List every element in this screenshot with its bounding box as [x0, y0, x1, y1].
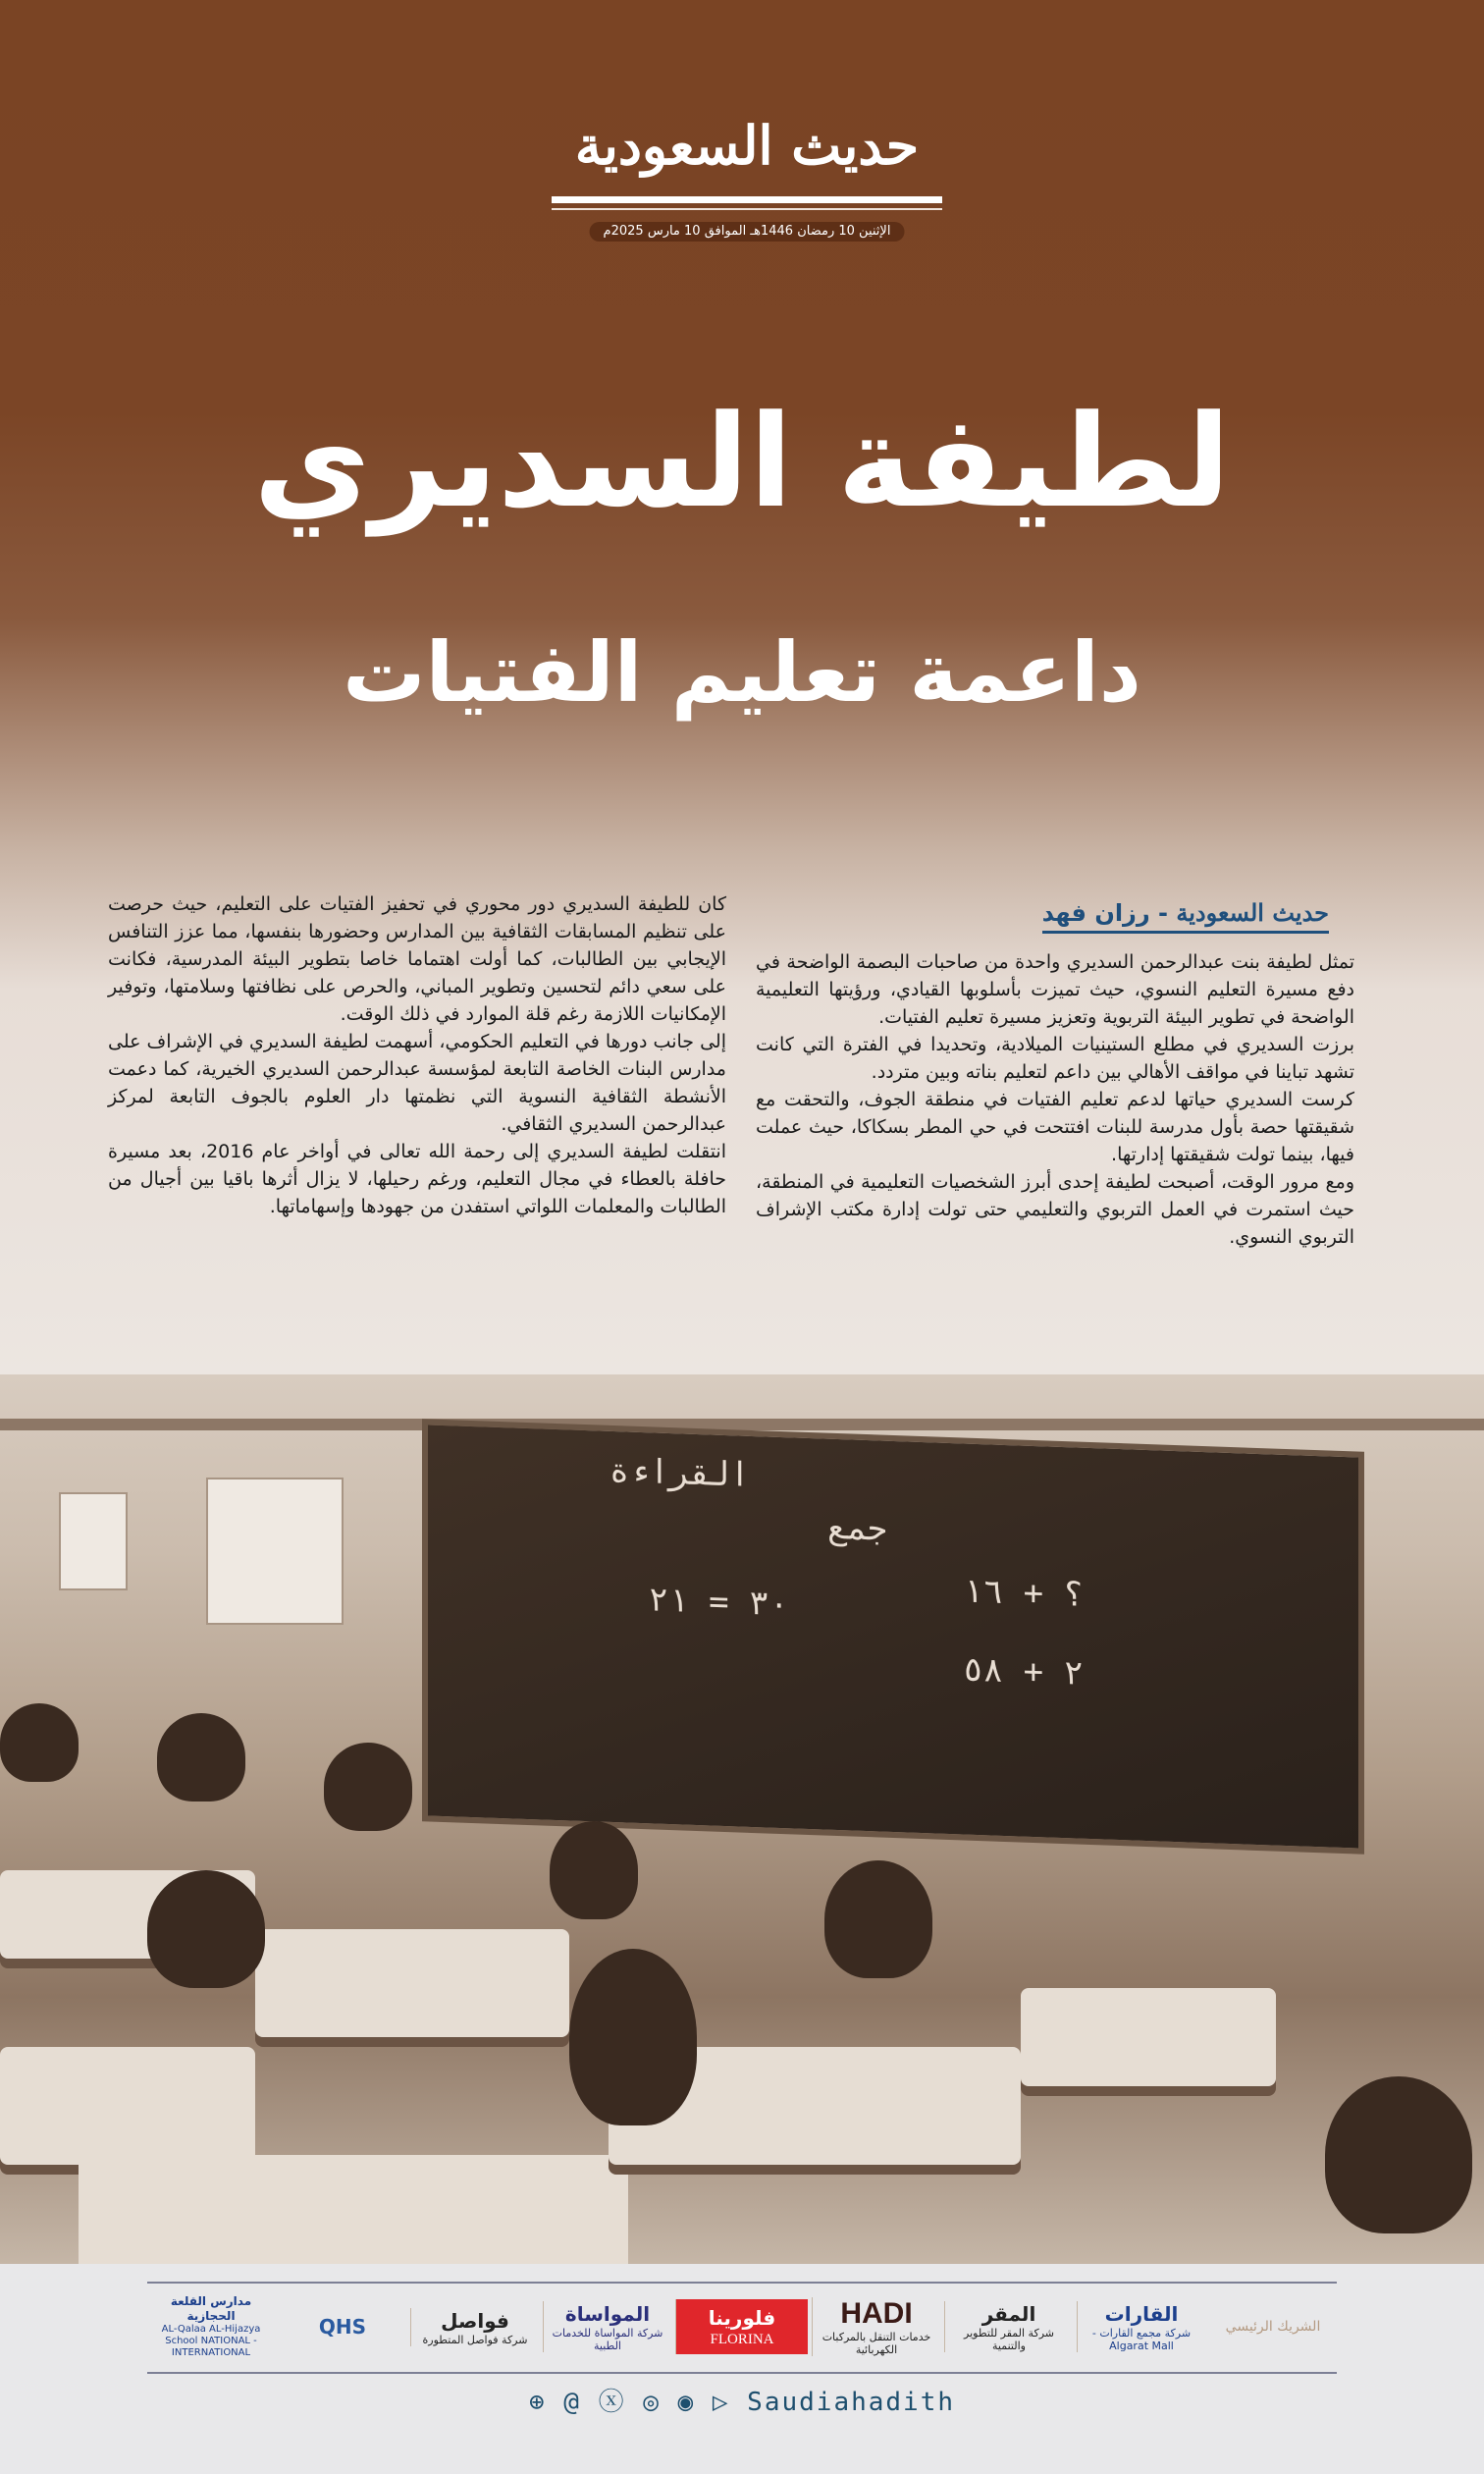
wall-poster	[206, 1478, 344, 1625]
article-column-left	[108, 890, 726, 1220]
sponsor-logo: مدارس القلعة الحجازية AL-Qalaa AL-Hijazya School NATIONAL - INTERNATIONAL	[161, 2294, 261, 2358]
chalk-text: ؟ + ١٦	[963, 1571, 1084, 1615]
wall-poster	[59, 1492, 128, 1590]
student	[0, 1703, 79, 1782]
student	[1325, 2076, 1472, 2233]
sponsor-logo: فواصل شركة فواصل المتطورة	[410, 2308, 539, 2346]
sponsor-logo: HADI خدمات التنقل بالمركبات الكهربائية	[812, 2297, 940, 2356]
chalk-text: ٣٠ = ٢١	[648, 1580, 789, 1625]
paragraph: كرست السديري حياتها لدعم تعليم الفتيات في منطقة الجوف، والتحقت مع شقيقتها حصة بأول مدرسة للبنات افتتحت في حي المطر بسكاكا، حيث عملت فيها، بينما تولت شقيقتها إدارتها.	[756, 1089, 1354, 1165]
chalk-text: جمع	[826, 1507, 887, 1549]
paragraph: ومع مرور الوقت، أصبحت لطيفة إحدى أبرز الشخصيات التعليمية في المنطقة، حيث استمرت في العمل التربوي والتعليمي حتى تولت إدارة مكتب الإشراف التربوي النسوي.	[756, 1171, 1354, 1248]
chalk-text: ٢ + ٥٨	[963, 1649, 1084, 1694]
sponsor-logo: المواساة شركة المواساة للخدمات الطبية	[543, 2301, 671, 2352]
chalkboard	[422, 1419, 1364, 1855]
paragraph: كان للطيفة السديري دور محوري في تحفيز الفتيات على التعليم، حيث حرصت على تنظيم المسابقات الثقافية بين المدارس وحضورها بنفسها، مما عزز التنافس الإيجابي بين الطالبات، كما أولت اهتماما خاصا بتطوير البيئة المدرسية، فكانت على سعي دائم لتحسين وتطوير المباني، والحرص على نظافتها وسلامتها، وتوفير الإمكانيات اللازمة رغم قلة الموارد في ذلك الوقت.	[108, 893, 726, 1025]
masthead-logo: حديث السعودية	[574, 114, 920, 177]
student	[569, 1949, 697, 2125]
wall-trim	[0, 1419, 1484, 1430]
byline	[1042, 895, 1329, 934]
student	[550, 1821, 638, 1919]
student	[824, 1860, 932, 1978]
social-icons[interactable]: ⊕ @ ⓧ ◎ ◉ ▷	[528, 2388, 730, 2417]
paragraph: إلى جانب دورها في التعليم الحكومي، أسهمت لطيفة السديري في الإشراف على مدارس البنات الخاصة التابعة لمؤسسة عبدالرحمن السديري الخيرية، كما دعمت الأنشطة الثقافية النسوية التي نظمتها دار العلوم بالجوف التابعة لمركز عبدالرحمن السديري الثقافي.	[108, 1031, 726, 1135]
main-partner-label: الشريك الرئيسي	[1225, 2319, 1321, 2335]
headline-subtitle: داعمة تعليم الفتيات	[343, 624, 1141, 721]
social-handle: Saudiahadith	[747, 2388, 956, 2417]
article-column-right	[756, 948, 1354, 1251]
headline-title: لطيفة السديري	[253, 387, 1231, 536]
desk	[0, 2047, 255, 2165]
byline-separator: -	[1149, 899, 1177, 927]
paragraph: تمثل لطيفة بنت عبدالرحمن السديري واحدة من صاحبات البصمة الواضحة في دفع مسيرة التعليم النسوي، حيث تميزت بأسلوبها القيادي، ورؤيتها التعليمية الواضحة في تطوير البيئة التربوية وتعزيز مسيرة تعليم الفتيات.	[756, 951, 1354, 1028]
footer-divider	[147, 2282, 1337, 2284]
paragraph: انتقلت لطيفة السديري إلى رحمة الله تعالى في أواخر عام 2016، بعد مسيرة حافلة بالعطاء في مجال التعليم، ورغم رحيلها، لا يزال أثرها باقيا بين أجيال من الطالبات والمعلمات اللواتي استفدن من جهودها وإسهاماتها.	[108, 1141, 726, 1217]
social-handles	[0, 2386, 1484, 2419]
classroom-photo	[0, 1374, 1484, 2264]
chalk-text: القراءة	[609, 1450, 750, 1495]
desk	[79, 2155, 628, 2264]
sponsor-logo: فلورينا FLORINA	[675, 2299, 808, 2354]
student	[147, 1870, 265, 1988]
sponsor-logos	[147, 2289, 1337, 2364]
masthead-rule-thin	[552, 208, 942, 210]
sponsor-logo: QHS	[318, 2315, 367, 2339]
desk	[1021, 1988, 1276, 2086]
footer-divider	[147, 2372, 1337, 2374]
sponsor-logo: القارات شركة مجمع القارات - Algarat Mall	[1077, 2301, 1205, 2352]
desk	[255, 1929, 569, 2037]
sponsor-logo: المقر شركة المقر للتطوير والتنمية	[944, 2301, 1073, 2352]
masthead-rule	[552, 196, 942, 203]
byline-brand: حديث السعودية	[1176, 898, 1329, 927]
byline-author: رزان فهد	[1041, 899, 1150, 927]
paragraph: برزت السديري في مطلع الستينيات الميلادية، وتحديدا في الفترة التي كانت تشهد تباينا في مواقف الأهالي بين داعم لتعليم بناته وبين متردد.	[756, 1034, 1354, 1083]
student	[324, 1743, 412, 1831]
issue-date: الإثنين 10 رمضان 1446هـ الموافق 10 مارس 2025م	[590, 222, 905, 242]
student	[157, 1713, 245, 1802]
